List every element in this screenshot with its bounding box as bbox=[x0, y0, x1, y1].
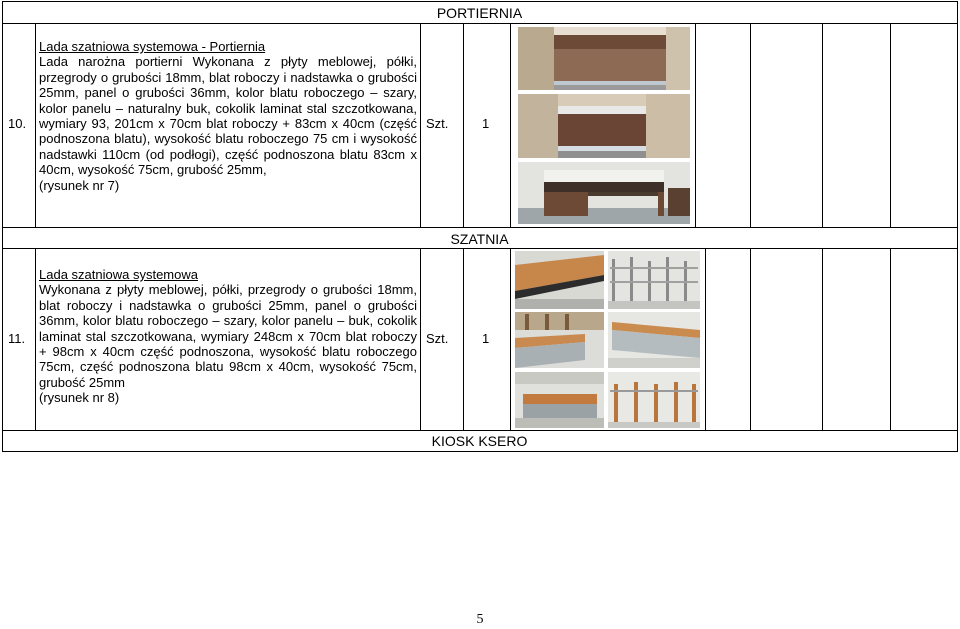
drawing-reference: (rysunek nr 8) bbox=[39, 390, 120, 406]
item-title: Lada szatniowa systemowa - Portiernia bbox=[39, 39, 266, 54]
grid-line bbox=[750, 248, 751, 431]
cloakroom-counter-photo bbox=[515, 312, 604, 368]
reception-desk-photo bbox=[518, 27, 690, 90]
row-number: 10. bbox=[8, 116, 27, 131]
grid-line bbox=[510, 248, 511, 431]
grid-line bbox=[750, 23, 751, 228]
cloakroom-racks-photo bbox=[608, 251, 700, 309]
page-number: 5 bbox=[476, 612, 484, 627]
grid-line bbox=[705, 248, 706, 431]
grid-line bbox=[2, 23, 958, 24]
cloakroom-counter-photo bbox=[608, 312, 700, 368]
drawing-reference: (rysunek nr 7) bbox=[39, 177, 120, 193]
section-header-portiernia: PORTIERNIA bbox=[436, 5, 523, 21]
grid-line bbox=[890, 248, 891, 431]
grid-line bbox=[463, 248, 464, 431]
grid-line bbox=[420, 23, 421, 228]
grid-line bbox=[822, 248, 823, 431]
unit: Szt. bbox=[426, 116, 449, 131]
grid-line bbox=[2, 248, 958, 249]
cloakroom-counter-photo bbox=[515, 251, 604, 309]
cloakroom-counter-photo bbox=[515, 372, 604, 428]
grid-line bbox=[822, 23, 823, 228]
grid-line bbox=[420, 248, 421, 431]
grid-line bbox=[2, 227, 958, 228]
grid-line bbox=[35, 23, 36, 228]
grid-line bbox=[957, 1, 958, 452]
item-description-text: Lada narożna portierni Wykonana z płyty meblowej, półki, przegrody o grubości 18mm, blat roboczy i nadstawka o grubości 25mm, panel o grubości 36mm, kolor blatu roboczego – szary, kolor panelu – naturalny buk, cokolik laminat stal szczotkowana, wymiary 93, 201cm x 70cm blat roboczy + 83cm x 40cm (część podnoszona blatu), wysokość blatu roboczego 75 cm i wysokość nadstawki 110cm (od podłogi), część podnoszona blatu 83cm x 40cm, wysokość 75cm, grubość 25mm, bbox=[39, 54, 417, 178]
grid-line bbox=[463, 23, 464, 228]
grid-line bbox=[510, 23, 511, 228]
grid-line bbox=[2, 451, 958, 452]
section-header-kiosk-ksero: KIOSK KSERO bbox=[431, 433, 528, 449]
unit: Szt. bbox=[426, 331, 449, 346]
grid-line bbox=[2, 1, 958, 2]
quantity: 1 bbox=[482, 116, 490, 131]
grid-line bbox=[2, 430, 958, 431]
item-description bbox=[39, 267, 417, 406]
grid-line bbox=[890, 23, 891, 228]
grid-line bbox=[2, 1, 3, 452]
section-header-szatnia: SZATNIA bbox=[450, 231, 509, 247]
grid-line bbox=[695, 23, 696, 228]
item-description bbox=[39, 39, 417, 193]
grid-line bbox=[35, 248, 36, 431]
cloakroom-racks-photo bbox=[608, 372, 700, 428]
reception-desk-photo bbox=[518, 94, 690, 158]
row-number: 11. bbox=[8, 331, 26, 346]
quantity: 1 bbox=[482, 331, 490, 346]
item-description-text: Wykonana z płyty meblowej, półki, przegrody o grubości 18mm, blat roboczy i nadstawka o grubości 25mm, panel o grubości 36mm, kolor blatu roboczego – szary, kolor panelu – buk, cokolik laminat stal szczotkowana, wymiary 248cm x 70cm blat roboczy + 98cm x 40cm część podnoszona, wysokość blatu roboczego 75cm, część podnoszona blatu 98cm x 40cm, wysokość 75cm, grubość 25mm bbox=[39, 282, 417, 390]
reception-desk-photo bbox=[518, 162, 690, 224]
item-title: Lada szatniowa systemowa bbox=[39, 267, 198, 282]
